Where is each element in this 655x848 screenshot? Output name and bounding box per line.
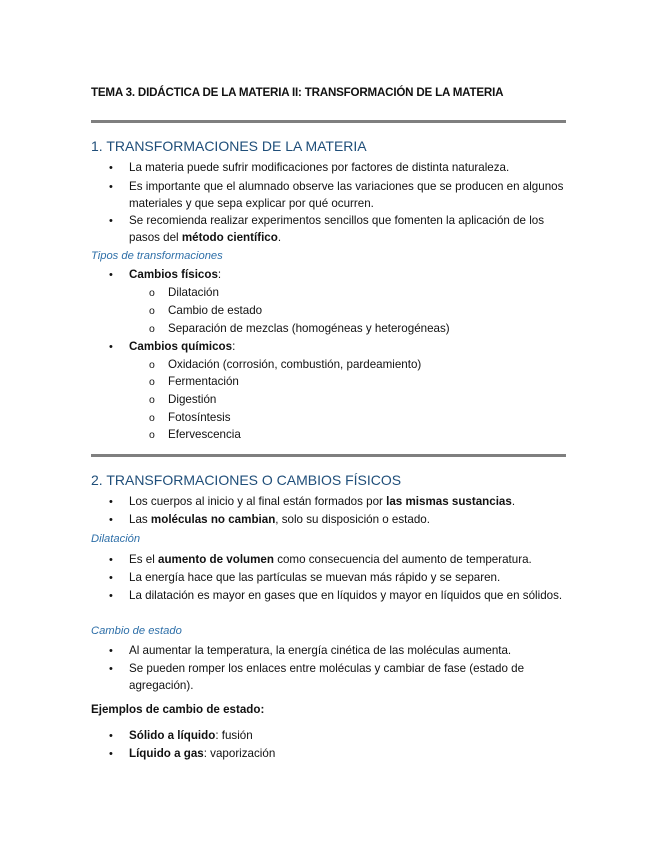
subheading: Dilatación	[91, 533, 141, 545]
list-item: • Se recomienda realizar experimentos sencillos que fomenten la aplicación de los pasos del método científico.	[109, 214, 545, 244]
sub-list-item: o Cambio de estado	[168, 303, 262, 320]
sub-bullet-icon: o	[149, 323, 155, 335]
subheading: Cambio de estado	[91, 625, 182, 637]
bullet-icon: •	[109, 269, 113, 281]
sub-bullet-icon: o	[149, 359, 155, 371]
sub-bullet-icon: o	[149, 287, 155, 299]
sub-list-item: o Separación de mezclas (homogéneas y heterogéneas)	[168, 321, 450, 338]
list-item: • Sólido a líquido: fusión	[129, 728, 566, 745]
list-item: • Es importante que el alumnado observe las variaciones que se producen en algunos materiales y que sepa explicar por qué ocurren.	[109, 180, 564, 210]
list-item: • La energía hace que las partículas se muevan más rápido y se separen.	[129, 570, 566, 587]
bullet-icon: •	[109, 590, 113, 602]
list-item: • Los cuerpos al inicio y al final están formados por las mismas sustancias.	[129, 494, 566, 511]
section-1-heading: 1. TRANSFORMACIONES DE LA MATERIA	[91, 138, 367, 154]
sub-list-item: o Fermentación	[168, 374, 239, 391]
list-item: • Se pueden romper los enlaces entre moléculas y cambiar de fase (estado de agregación).	[109, 662, 525, 692]
bullet-icon: •	[109, 496, 113, 508]
bullet-icon: •	[109, 748, 113, 760]
sub-bullet-icon: o	[149, 394, 155, 406]
sub-bullet-icon: o	[149, 305, 155, 317]
bullet-icon: •	[109, 162, 113, 174]
list-item: • Al aumentar la temperatura, la energía cinética de las moléculas aumenta.	[129, 643, 566, 660]
list-item: • Líquido a gas: vaporización	[129, 746, 566, 763]
list-item: • Cambios físicos:	[129, 267, 566, 284]
bullet-icon: •	[109, 514, 113, 526]
bullet-icon: •	[109, 645, 113, 657]
sub-list-item: o Dilatación	[168, 285, 219, 302]
sub-list-item: o Digestión	[168, 392, 216, 409]
sub-list-item: o Oxidación (corrosión, combustión, pardeamiento)	[168, 357, 421, 374]
list-item: • La dilatación es mayor en gases que en líquidos y mayor en líquidos que en sólidos.	[129, 588, 566, 605]
sub-bullet-icon: o	[149, 376, 155, 388]
sub-bullet-icon: o	[149, 412, 155, 424]
document-title: TEMA 3. DIDÁCTICA DE LA MATERIA II: TRANSFORMACIÓN DE LA MATERIA	[91, 86, 504, 99]
list-item: • Cambios químicos:	[129, 339, 566, 356]
bullet-icon: •	[109, 181, 113, 193]
list-item: • Es el aumento de volumen como consecuencia del aumento de temperatura.	[129, 552, 566, 569]
section-divider	[91, 454, 566, 457]
sub-list-item: o Efervescencia	[168, 427, 241, 444]
bullet-icon: •	[109, 730, 113, 742]
sub-list-item: o Fotosíntesis	[168, 410, 231, 427]
sub-bullet-icon: o	[149, 429, 155, 441]
bullet-icon: •	[109, 572, 113, 584]
bullet-icon: •	[109, 554, 113, 566]
list-item: • Las moléculas no cambian, solo su disposición o estado.	[129, 512, 566, 529]
list-item: • La materia puede sufrir modificaciones por factores de distinta naturaleza.	[129, 160, 566, 177]
bullet-icon: •	[109, 215, 113, 227]
bullet-icon: •	[109, 341, 113, 353]
section-2-heading: 2. TRANSFORMACIONES O CAMBIOS FÍSICOS	[91, 472, 402, 488]
section-divider	[91, 120, 566, 123]
bullet-icon: •	[109, 663, 113, 675]
subheading: Tipos de transformaciones	[91, 250, 223, 262]
examples-heading: Ejemplos de cambio de estado:	[91, 703, 265, 716]
